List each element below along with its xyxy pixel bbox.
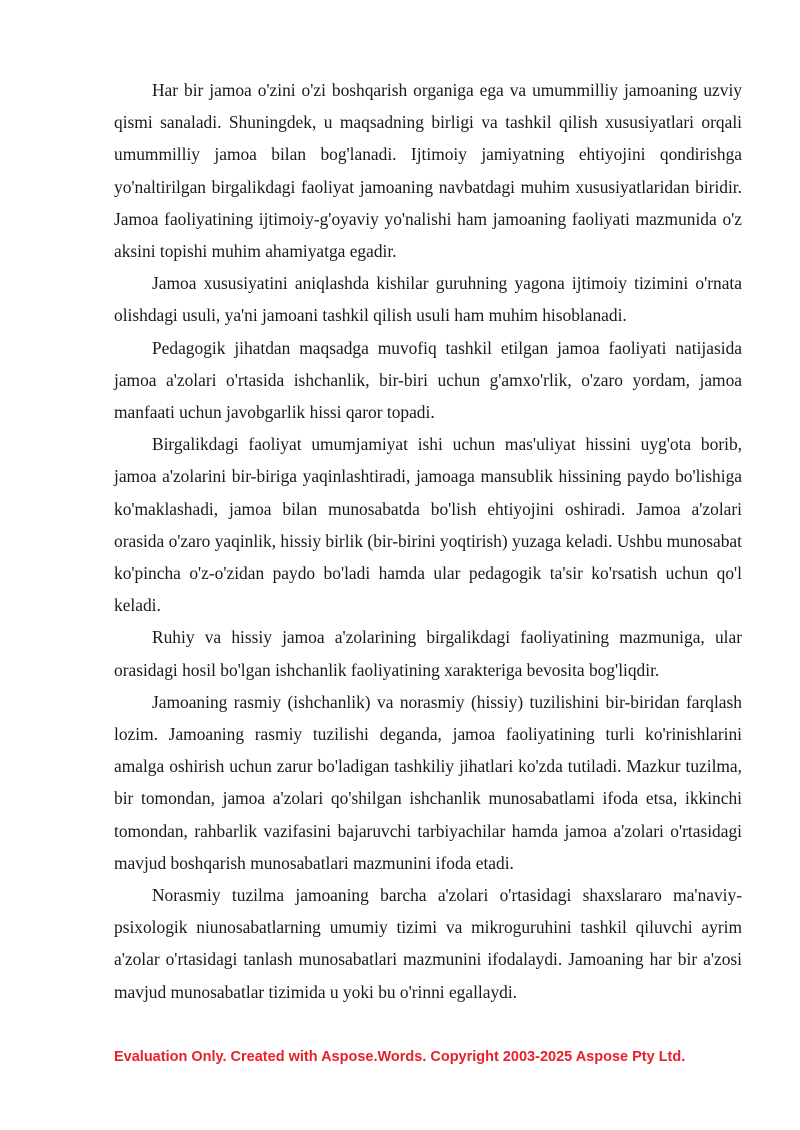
evaluation-watermark: Evaluation Only. Created with Aspose.Words. Copyright 2003-2025 Aspose Pty Ltd. [114,1049,686,1065]
paragraph-6: Jamoaning rasmiy (ishchanlik) va norasmiy (hissiy) tuzilishini bir-biridan farqlash lozim. Jamoaning rasmiy tuzilishi deganda, jamoa faoliyatining turli ko'rinishlarini amalga oshirish uchun zarur bo'ladigan tashkiliy jihatlari ko'zda tutiladi. Mazkur tuzilma, bir tomondan, jamoa a'zolari qo'shilgan ishchanlik munosabatlami ifoda etsa, ikkinchi tomondan, rahbarlik vazifasini bajaruvchi tarbiyachilar hamda jamoa a'zolari o'rtasidagi mavjud boshqarish munosabatlari mazmunini ifoda etadi. [114,691,742,873]
paragraph-1: Har bir jamoa o'zini o'zi boshqarish organiga ega va umummilliy jamoaning uzviy qismi sanaladi. Shuningdek, u maqsadning birligi va tashkil qilish xususiyatlari orqali umummilliy jamoa bilan bog'lanadi. Ijtimoiy jamiyatning ehtiyojini qondirishga yo'naltirilgan birgalikdagi faoliyat jamoaning navbatdagi muhim xususiyatlaridan biridir. Jamoa faoliyatining ijtimoiy-g'oyaviy yo'nalishi ham jamoaning faoliyati mazmunida o'z aksini topishi muhim ahamiyatga egadir. [114,80,742,262]
paragraph-3: Pedagogik jihatdan maqsadga muvofiq tashkil etilgan jamoa faoliyati natijasida jamoa a'zolari o'rtasida ishchanlik, bir-biri uchun g'amxo'rlik, o'zaro yordam, jamoa manfaati uchun javobgarlik hissi qaror topadi. [114,337,742,423]
paragraph-5: Ruhiy va hissiy jamoa a'zolarining birgalikdagi faoliyatining mazmuniga, ular orasidagi hosil bo'lgan ishchanlik faoliyatining xarakteriga bevosita bog'liqdir. [114,627,742,680]
paragraph-4: Birgalikdagi faoliyat umumjamiyat ishi uchun mas'uliyat hissini uyg'ota borib, jamoa a'zolarini bir-biriga yaqinlashtiradi, jamoaga mansublik hissining paydo bo'lishiga ko'maklashadi, jamoa bilan munosabatda bo'lish ehtiyojini oshiradi. Jamoa a'zolari orasida o'zaro yaqinlik, hissiy birlik (bir-birini yoqtirish) yuzaga keladi. Ushbu munosabat ko'pincha o'z-o'zidan paydo bo'ladi hamda ular pedagogik ta'sir ko'rsatish uchun qo'l keladi. [114,434,742,616]
paragraph-7: Norasmiy tuzilma jamoaning barcha a'zolari o'rtasidagi shaxslararo ma'naviy-psixologik niunosabatlarning umumiy tizimi va mikroguruhini tashkil qiluvchi ayrim a'zolar o'rtasidagi tanlash munosabatlari mazmunini ifodalaydi. Jamoaning har bir a'zosi mavjud munosabatlar tizimida u yoki bu o'rinni egallaydi. [114,885,742,1002]
document-body [114,74,742,1008]
paragraph-2: Jamoa xususiyatini aniqlashda kishilar guruhning yagona ijtimoiy tizimini o'rnata olishdagi usuli, ya'ni jamoani tashkil qilish usuli ham muhim hisoblanadi. [114,273,742,326]
